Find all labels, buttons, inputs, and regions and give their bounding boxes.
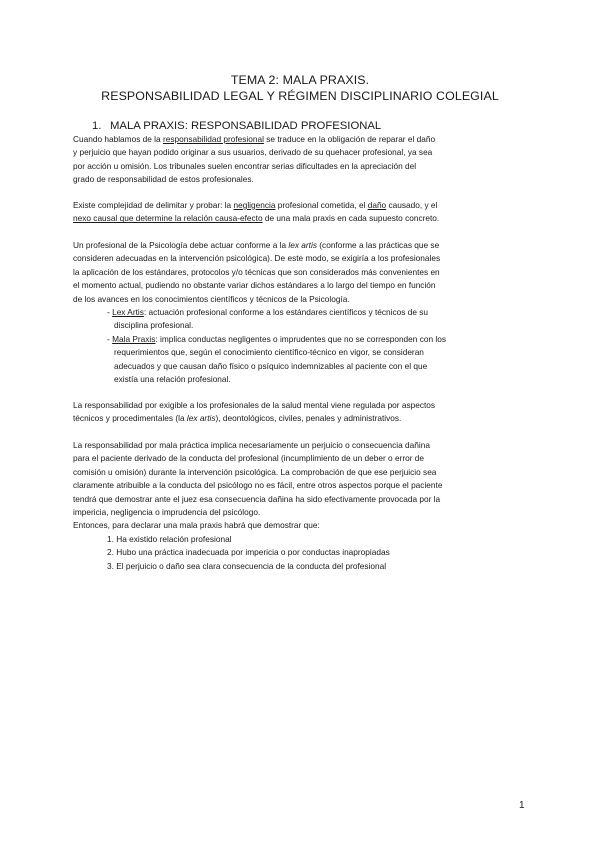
definitions-list [107,306,527,386]
paragraph-responsabilidad [73,133,533,187]
paragraph-complejidad [73,199,533,226]
definition-term-lex-artis: Lex Artis [112,307,144,317]
text: Cuando hablamos de la [73,134,163,144]
list-item: 2. Hubo una práctica inadecuada por impericia o por conductas inapropiadas [107,547,390,558]
text: técnicos y procedimentales (la [73,413,187,424]
text-line: requerimientos que, según el conocimiento científico-técnico en vigor, se consideran [114,347,424,358]
text: de una mala praxis en cada supuesto concreto. [262,213,440,224]
text-line: grado de responsabilidad de estos profesionales. [73,174,254,185]
underlined-term: responsabilidad profesional [162,134,264,144]
page-number: 1 [519,800,525,811]
requirements-list [107,533,390,573]
section-heading [92,120,381,132]
definition-term-mala-praxis: Mala Praxis [112,333,156,344]
text-line: La responsabilidad por exigible a los profesionales de la salud mental viene regulada por aspectos [73,400,436,410]
text: Existe complejidad de delimitar y probar: la [73,200,234,210]
text: causado, y el [386,200,438,210]
list-item: 3. El perjuicio o daño sea clara consecuencia de la conducta del profesional [107,560,387,571]
underlined-term: negligencia [233,200,276,210]
italic-term: lex artis [288,240,317,250]
text-line: disciplina profesional. [114,320,194,331]
text-line: impericia, negligencia o imprudencia del psicólogo. [73,506,261,517]
text: Un profesional de la Psicología debe actuar conforme a la [73,240,289,250]
text-line: la aplicación de los estándares, protocolos y/o técnicas que son considerados más convenientes en [73,266,440,277]
dash: - [107,333,113,344]
text-line: y perjuicio que hayan podido originar a sus usuarios, derivado de su quehacer profesional, ya sea [73,147,433,158]
underlined-term: daño [367,200,387,210]
text-line: el momento actual, pudiendo no obstante variar dichos estándares a lo largo del tiempo en función [73,280,436,291]
text-line: para el paciente derivado de la conducta del profesional (incumplimiento de un deber o error de [73,453,424,464]
text-line: de los avances en los conocimientos científicos y técnicos de la Psicología. [73,293,350,304]
text-line: por acción u omisión. Los tribunales suelen encontrar serias dificultades en la apreciación del [73,160,417,171]
text-line: existía una relación profesional. [114,373,231,384]
list-item: 1. Ha existido relación profesional [107,534,232,544]
text-line: Entonces, para declarar una mala praxis habrá que demostrar que: [73,520,320,531]
text: se traduce en la obligación de reparar el daño [263,134,436,144]
italic-term: lex artis [186,413,216,424]
text-line: tendrá que demostrar ante el juez esa consecuencia dañina ha sido efectivamente provocada por la [73,493,441,504]
paragraph-mala-practica [73,439,533,533]
paragraph-regulacion [73,399,533,426]
text-line: comisión u omisión) durante la intervención psicológica. La comprobación de que ese perjuicio sea [73,466,437,477]
text: profesional cometida, el [275,200,368,210]
paragraph-lex-artis [73,239,533,306]
section-number: 1. [92,120,102,132]
underlined-term: nexo causal que determine la relación causa-efecto [73,213,263,224]
dash: - [107,307,113,317]
text: : implica conductas negligentes o imprudentes que no se corresponden con los [155,333,446,344]
text: (conforme a las prácticas que se [316,240,440,250]
text-line: consideren adecuadas en la intervención psicológica). De este modo, se exigiría a los profesionales [73,253,441,264]
text-line: La responsabilidad por mala práctica implica necesariamente un perjuicio o consecuencia dañina [73,440,430,450]
text: ), deontológicos, civiles, penales y administrativos. [215,413,402,424]
section-title: MALA PRAXIS: RESPONSABILIDAD PROFESIONAL [110,120,382,132]
document-title-line1: TEMA 2: MALA PRAXIS. [230,73,370,87]
text-line: adecuados y que causan daño físico o psíquico indemnizables al paciente con el que [114,360,428,371]
document-title-line2: RESPONSABILIDAD LEGAL Y RÉGIMEN DISCIPLINARIO COLEGIAL [101,89,499,103]
text-line: claramente atribuible a la conducta del psicólogo no es fácil, entre otros aspectos porque el paciente [73,480,443,491]
text: : actuación profesional conforme a los estándares científicos y técnicos de su [143,307,428,317]
